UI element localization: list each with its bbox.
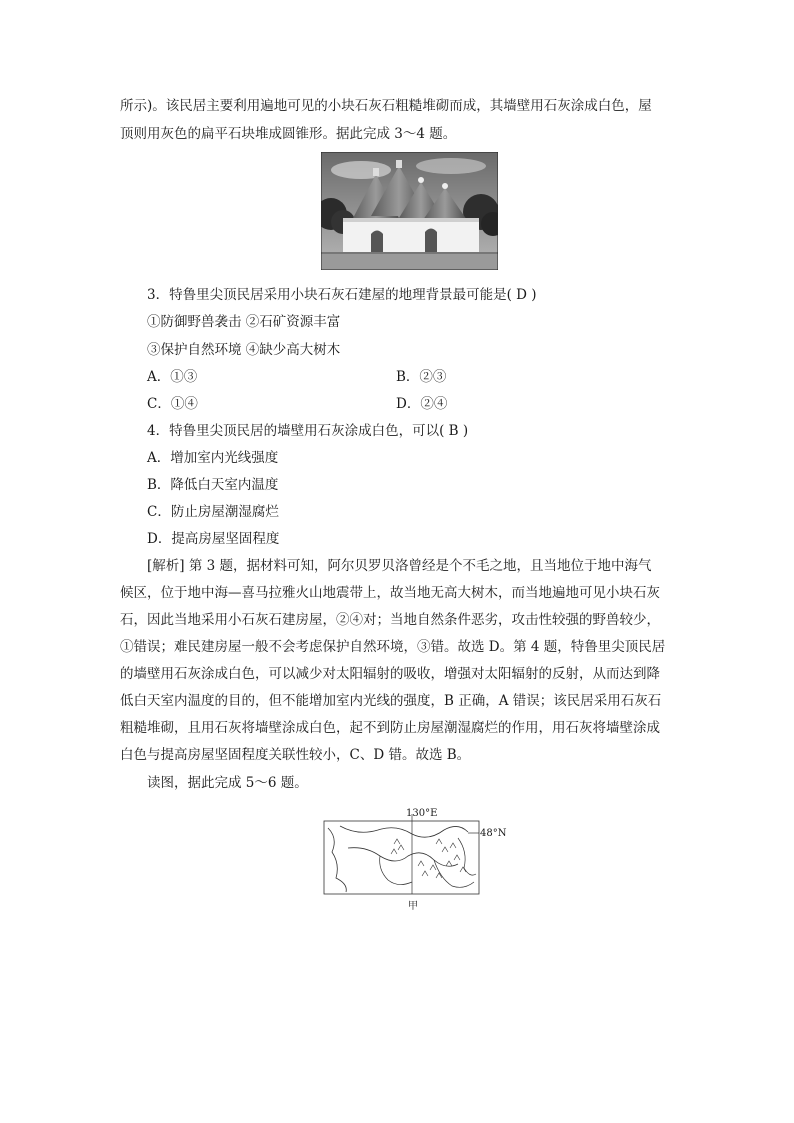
q3-choice-c: C．①④	[147, 396, 198, 412]
q4-choice-c: C．防止房屋潮湿腐烂	[147, 504, 279, 520]
analysis-line-7: 粗糙堆砌，且用石灰将墙壁涂成白色，起不到防止房屋潮湿腐烂的作用，用石灰将墙壁涂成	[120, 720, 660, 736]
q3-option-row-2: ③保护自然环境 ④缺少高大树木	[147, 342, 341, 358]
map-caption: 甲	[408, 901, 418, 912]
q3-option-row-1: ①防御野兽袭击 ②石矿资源丰富	[147, 314, 341, 330]
river-basin-map	[318, 808, 508, 912]
q3-choice-a: A．①③	[147, 369, 198, 385]
analysis-line-1: [解析] 第 3 题，据材料可知，阿尔贝罗贝洛曾经是个不毛之地，且当地位于地中海气	[147, 558, 652, 574]
q4-stem: 4．特鲁里尖顶民居的墙壁用石灰涂成白色，可以( B )	[147, 423, 469, 439]
q4-choice-b: B．降低白天室内温度	[147, 477, 279, 493]
trulli-houses-photo	[321, 152, 498, 270]
intro-line-1: 所示)。该民居主要利用遍地可见的小块石灰石粗糙堆砌而成，其墙壁用石灰涂成白色，屋	[120, 98, 652, 114]
q3-choice-d: D．②④	[396, 396, 448, 412]
analysis-line-4: ①错误；难民建房屋一般不会考虑保护自然环境，③错。故选 D。第 4 题，特鲁里尖顶民居	[120, 639, 666, 655]
q4-choice-d: D．提高房屋坚固程度	[147, 531, 280, 547]
longitude-label: 130°E	[406, 808, 438, 819]
analysis-line-8: 白色与提高房屋坚固程度关联性较小，C、D 错。故选 B。	[120, 747, 471, 763]
q3-choice-b: B．②③	[396, 369, 447, 385]
intro-line-2: 顶则用灰色的扁平石块堆成圆锥形。据此完成 3～4 题。	[120, 126, 457, 142]
read-instruction: 读图，据此完成 5～6 题。	[147, 775, 308, 791]
q4-choice-a: A．增加室内光线强度	[147, 450, 279, 466]
analysis-line-6: 低白天室内温度的目的，但不能增加室内光线的强度，B 正确，A 错误；该民居采用石灰石	[120, 693, 662, 709]
latitude-label: 48°N	[480, 828, 507, 839]
q3-stem: 3．特鲁里尖顶民居采用小块石灰石建屋的地理背景最可能是( D )	[147, 287, 537, 303]
analysis-line-5: 的墙壁用石灰涂成白色，可以减少对太阳辐射的吸收，增强对太阳辐射的反射，从而达到降	[120, 666, 660, 682]
analysis-line-3: 石，因此当地采用小石灰石建房屋，②④对；当地自然条件恶劣，攻击性较强的野兽较少，	[120, 612, 660, 628]
analysis-line-2: 候区，位于地中海—喜马拉雅火山地震带上，故当地无高大树木，而当地遍地可见小块石灰	[120, 585, 660, 601]
